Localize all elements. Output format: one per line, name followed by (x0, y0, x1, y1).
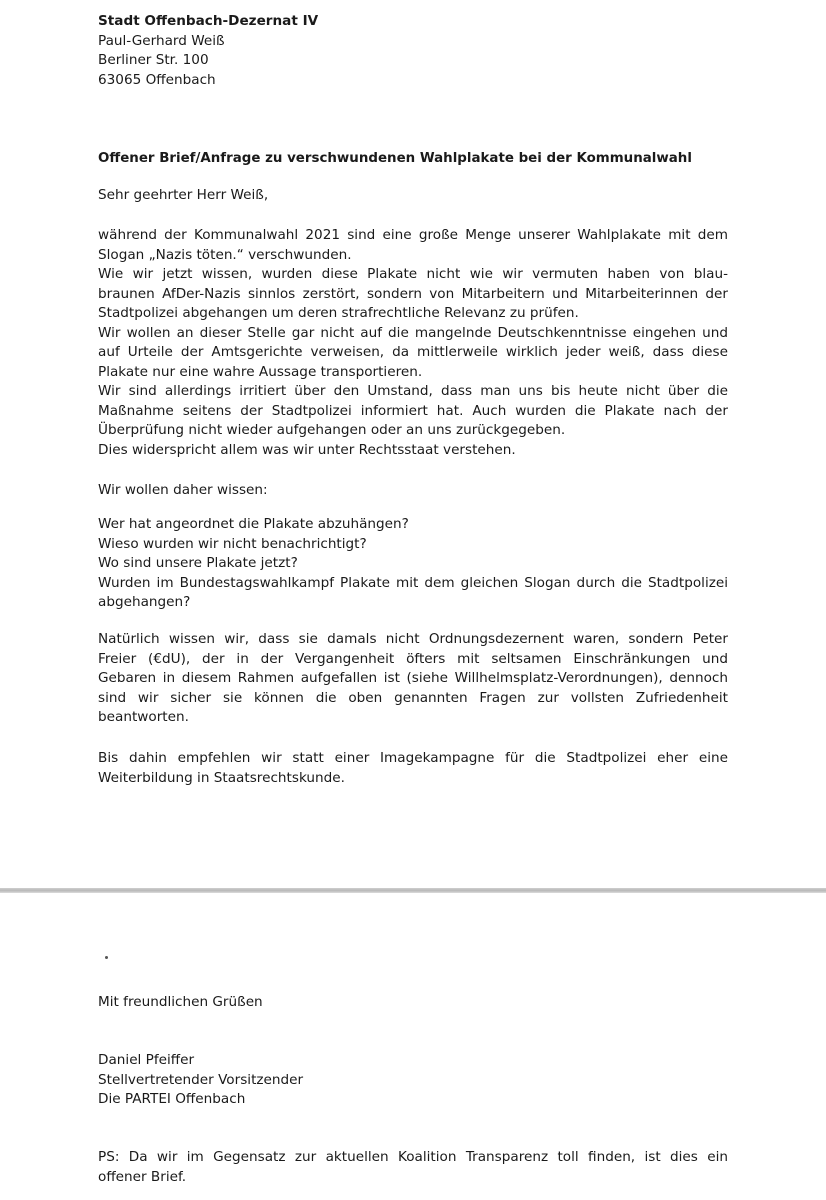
body-line: während der Kommunalwahl 2021 sind eine große Menge unserer Wahlplakate mit dem (98, 227, 728, 243)
closing-line: Freier (€dU), der in der Vergangenheit öfters mit seltsamen Einschränkungen und (98, 650, 728, 667)
body-line: Maßnahme seitens der Stadtpolizei informiert hat. Auch wurden die Plakate nach der (98, 402, 728, 419)
body-line: Slogan „Nazis töten.“ verschwunden. (98, 246, 352, 263)
signer-name: Daniel Pfeiffer (98, 1052, 195, 1068)
closing-line: beantworten. (98, 709, 189, 725)
sender-name: Paul-Gerhard Weiß (98, 32, 225, 49)
body-line: Plakate nur eine wahre Aussage transportieren. (98, 363, 423, 380)
signer-role: Stellvertretender Vorsitzender (98, 1071, 304, 1088)
sender-city: 63065 Offenbach (98, 71, 216, 88)
salutation: Sehr geehrter Herr Weiß, (98, 187, 269, 203)
questions-list (98, 515, 728, 613)
closing-paragraph (98, 630, 728, 728)
sender-org: Stadt Offenbach-Dezernat IV (98, 13, 319, 29)
questions-intro: Wir wollen daher wissen: (98, 482, 268, 498)
question-line: abgehangen? (98, 594, 191, 610)
body-line: Wie wir jetzt wissen, wurden diese Plakate nicht wie wir vermuten haben von blau- (98, 266, 728, 282)
body-line: Dies widerspricht allem was wir unter Rechtsstaat verstehen. (98, 441, 516, 458)
question-line: Wo sind unsere Plakate jetzt? (98, 555, 298, 571)
question-line: Wer hat angeordnet die Plakate abzuhängen? (98, 516, 409, 532)
letter-subject: Offener Brief/Anfrage zu verschwundenen Wahlplakate bei der Kommunalwahl (98, 151, 692, 166)
letter-body (98, 226, 728, 460)
body-line: Stadtpolizei abgehangen um deren strafrechtliche Relevanz zu prüfen. (98, 305, 579, 321)
postscript-line: offener Brief. (98, 1168, 187, 1185)
body-line: braunen AfDer-Nazis sinnlos zerstört, sondern von Mitarbeitern und Mitarbeiterinnen der (98, 285, 728, 302)
question-line: Wieso wurden wir nicht benachrichtigt? (98, 535, 367, 552)
signer-org: Die PARTEI Offenbach (98, 1091, 246, 1107)
body-line: auf Urteile der Amtsgerichte verweisen, da mittlerweile wirklich jeder weiß, dass diese (98, 344, 728, 360)
recommendation-line: Weiterbildung in Staatsrechtskunde. (98, 769, 345, 786)
postscript-line: PS: Da wir im Gegensatz zur aktuellen Koalition Transparenz toll finden, ist dies ein (98, 1149, 728, 1165)
recommendation-line: Bis dahin empfehlen wir statt einer Imagekampagne für die Stadtpolizei eher eine (98, 750, 728, 766)
page-break-divider (0, 888, 826, 893)
closing-line: Gebaren in diesem Rahmen aufgefallen ist (siehe Willhelmsplatz-Verordnungen), dennoch (98, 670, 728, 686)
signature-block (98, 1051, 728, 1110)
sender-street: Berliner Str. 100 (98, 52, 209, 68)
body-line: Wir sind allerdings irritiert über den Umstand, dass man uns bis heute nicht über die (98, 383, 728, 399)
closing-line: Natürlich wissen wir, dass sie damals nicht Ordnungsdezernent waren, sondern Peter (98, 631, 728, 647)
stray-dot (105, 956, 108, 959)
postscript (98, 1148, 728, 1187)
body-line: Überprüfung nicht wieder aufgehangen oder an uns zurückgegeben. (98, 422, 566, 438)
greeting: Mit freundlichen Grüßen (98, 994, 263, 1010)
closing-line: sind wir sicher sie können die oben genannten Fragen zur vollsten Zufriedenheit (98, 689, 728, 706)
sender-address (98, 12, 728, 90)
question-line: Wurden im Bundestagswahlkampf Plakate mit dem gleichen Slogan durch die Stadtpolizei (98, 574, 728, 591)
recommendation-paragraph (98, 749, 728, 788)
body-line: Wir wollen an dieser Stelle gar nicht auf die mangelnde Deutschkenntnisse eingehen und (98, 324, 728, 341)
